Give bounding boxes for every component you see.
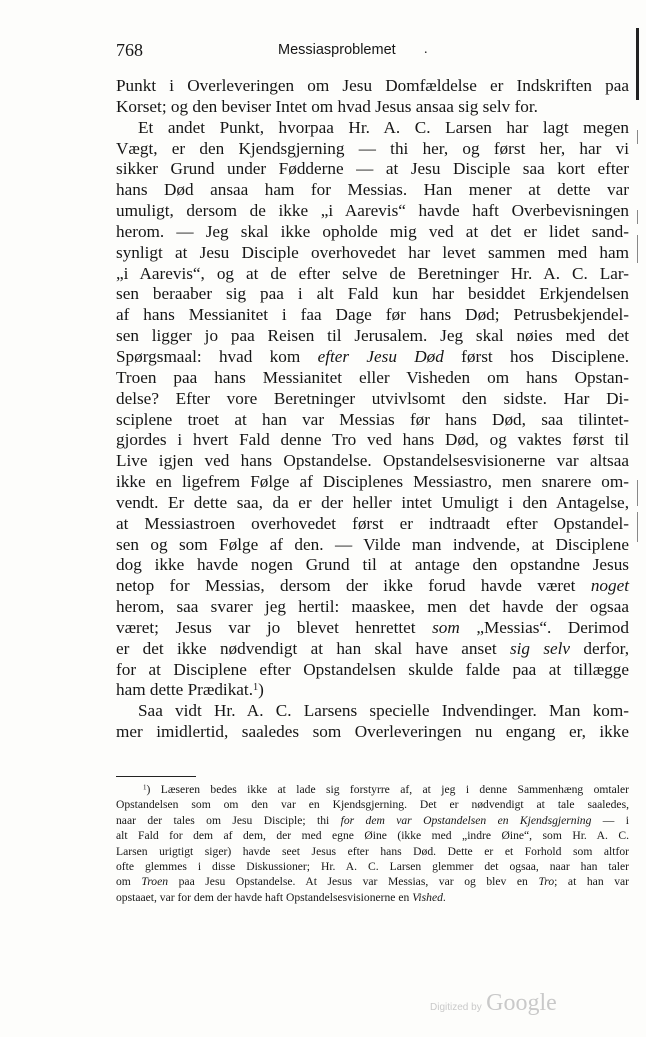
text-segment: Live igjen ved hans Opstandelse. Opstandelsesvisionerne var altsaa [116, 451, 629, 471]
footnote-line [116, 797, 629, 812]
body-line [116, 222, 629, 243]
text-segment: vendt. Er dette saa, da er der heller intet Umuligt i den Antagelse, [116, 492, 629, 512]
body-text [116, 76, 629, 743]
text-segment: af hans Messianitet i faa Dage før hans Død; Petrusbekjendel- [116, 305, 629, 325]
text-segment: sen og som Følge af den. — Vilde man indvende, at Disciplene [116, 534, 629, 554]
digitized-by-google-watermark [430, 990, 557, 1017]
text-segment: umuligt, dersom de ikke „i Aarevis“ havde haft Overbevisningen [116, 201, 629, 221]
text-segment: Korset; og den beviser Intet om hvad Jesus ansaa sig selv for. [116, 96, 538, 116]
text-segment: alt Fald for dem af dem, der med egne Øine (ikke med „indre Øine“, som Hr. A. C. [116, 829, 629, 843]
text-segment: „Messias“. Derimod [459, 617, 629, 637]
text-segment: ) Læseren bedes ikke at lade sig forstyrre af, at jeg i denne Sammenhæng omtaler [146, 783, 629, 796]
text-segment: sen beraaber sig paa i alt Fald kun har besiddet Erkjendelsen [116, 284, 629, 304]
body-line [116, 201, 629, 222]
body-line [116, 660, 629, 681]
body-line [116, 701, 629, 722]
scan-mark [637, 512, 638, 542]
body-line [116, 180, 629, 201]
text-segment: ) [258, 680, 264, 700]
text-segment: ofte glemmes i disse Diskussioner; Hr. A. C. Larsen glemmer det ogsaa, naar han taler [116, 859, 629, 873]
text-segment: for at Disciplene efter Opstandelsen skulde falde paa at tillægge [116, 659, 629, 679]
text-segment: herom. — Jeg skal ikke opholde mig ved at det er lidet sand- [116, 221, 629, 241]
emphasis-text: efter Jesu Død [317, 346, 444, 366]
footnote-line [116, 844, 629, 859]
text-segment: ; at han var [554, 875, 629, 889]
footnote-line [116, 859, 629, 874]
emphasis-text: sig selv [509, 638, 571, 658]
footnote-line [116, 890, 629, 905]
body-line [116, 451, 629, 472]
text-segment: om [116, 875, 142, 889]
text-segment: paa Jesu Opstandelse. At Jesus var Messias, var og blev en [168, 875, 539, 889]
text-segment: dog ikke havde nogen Grund til at antage den opstandne Jesus [116, 555, 629, 575]
body-line [116, 159, 629, 180]
body-line [116, 493, 629, 514]
emphasis-text: Troen [141, 875, 169, 889]
body-line [116, 639, 629, 660]
body-line [116, 305, 629, 326]
footnote-marker: 1 [253, 682, 259, 694]
page-number: 768 [116, 40, 143, 60]
footnote-marker: 1 [143, 783, 147, 792]
text-segment: Punkt i Overleveringen om Jesu Domfældelse er Indskriften paa [116, 76, 629, 95]
text-segment: Troen paa hans Messianitet eller Visheden om hans Opstan- [116, 367, 629, 387]
text-segment: . [442, 890, 446, 904]
running-title: Messiasproblemet [278, 42, 396, 58]
text-segment: først hos Disciplene. [443, 346, 629, 366]
text-segment: Spørgsmaal: hvad kom [116, 346, 318, 366]
text-segment: Et andet Punkt, hvorpaa Hr. A. C. Larsen har lagt megen [138, 117, 629, 137]
text-segment: ikke en ligefrem Følge af Disciplenes Messiastro, men snarere om- [116, 472, 629, 492]
body-line [116, 347, 629, 368]
body-line [116, 597, 629, 618]
text-segment: naar der tales om Jesu Disciple; thi [116, 813, 341, 827]
text-segment: er det ikke nødvendigt at han skal have anset [116, 638, 510, 658]
scan-mark [637, 480, 638, 506]
scan-mark [637, 235, 638, 263]
body-line [116, 555, 629, 576]
scan-mark [637, 210, 638, 224]
emphasis-text: Vished [412, 890, 443, 904]
text-segment: sciplene troet at han var Messias før hans Død, saa tilintet- [116, 409, 629, 429]
text-segment: gjordes i hvert Fald denne Tro ved hans Død, og vaktes først til [116, 430, 629, 450]
text-segment: delse? Efter vore Beretninger utvivlsomt den sidste. Har Di- [116, 388, 629, 408]
text-segment: netop for Messias, dersom der ikke forud havde været [116, 576, 591, 596]
footnote-line [116, 813, 629, 828]
text-segment: Vægt, er den Kjendsgjerning — thi her, og først her, har vi [116, 138, 629, 158]
text-segment: herom, saa svarer jeg hertil: maaskee, men det havde der ogsaa [116, 597, 629, 617]
text-segment: ham dette Prædikat. [116, 680, 253, 700]
body-line [116, 243, 629, 264]
text-segment: mer imidlertid, saaledes som Overleveringen nu engang er, ikke [116, 722, 629, 742]
body-line [116, 722, 629, 743]
text-segment: Opstandelsen som om den var en Kjendsgjerning. Det er nødvendigt at tale saaledes, [116, 798, 629, 812]
text-segment: Larsen urigtigt siger) havde seet Jesus efter hans Død. Dette er et Forhold som altfor [116, 844, 629, 858]
text-segment: sen ligger jo paa Reisen til Jerusalem. Jeg skal nøies med det [116, 326, 629, 346]
footnote-line [116, 782, 629, 797]
footnote-line [116, 828, 629, 843]
watermark-prefix: Digitized by [430, 1002, 482, 1013]
footnote-text [116, 782, 629, 905]
body-line [116, 576, 629, 597]
text-segment: „i Aarevis“, og at de efter selve de Beretninger Hr. A. C. Lar- [116, 263, 629, 283]
emphasis-text: som [432, 617, 460, 637]
body-line [116, 618, 629, 639]
body-line [116, 410, 629, 431]
footnote-rule [116, 776, 196, 777]
emphasis-text: Tro [538, 875, 555, 889]
text-segment: Saa vidt Hr. A. C. Larsens specielle Indvendinger. Man kom- [138, 701, 629, 721]
google-logo: Google [486, 990, 557, 1016]
body-line [116, 368, 629, 389]
body-line [116, 284, 629, 305]
body-line [116, 76, 629, 97]
text-segment: derfor, [570, 638, 629, 658]
text-segment: — i [591, 813, 629, 827]
body-line [116, 97, 629, 118]
scan-mark [637, 130, 638, 144]
text-segment: synligt at Jesu Disciple overhovedet har levet sammen med ham [116, 242, 629, 262]
body-line [116, 514, 629, 535]
text-segment: sikker Grund under Fødderne — at Jesu Disciple saa kort efter [116, 159, 629, 179]
emphasis-text: noget [590, 576, 629, 596]
stray-mark: . [424, 42, 428, 57]
body-line [116, 472, 629, 493]
body-line [116, 430, 629, 451]
body-line [116, 326, 629, 347]
body-line [116, 680, 629, 701]
text-segment: været; Jesus var jo blevet henrettet [116, 617, 433, 637]
body-line [116, 535, 629, 556]
emphasis-text: for dem var Opstandelsen en Kjendsgjerning [340, 813, 592, 827]
footnote-line [116, 874, 629, 889]
page-edge-line [636, 28, 639, 100]
text-segment: at Messiastroen overhovedet først er indtraadt efter Opstandel- [116, 513, 629, 533]
text-segment: opstaaet, var for dem der havde haft Opstandelsesvisionerne en [116, 890, 413, 904]
body-line [116, 139, 629, 160]
body-line [116, 118, 629, 139]
body-line [116, 264, 629, 285]
body-line [116, 389, 629, 410]
text-segment: hans Død ansaa ham for Messias. Han mener at dette var [116, 180, 629, 200]
